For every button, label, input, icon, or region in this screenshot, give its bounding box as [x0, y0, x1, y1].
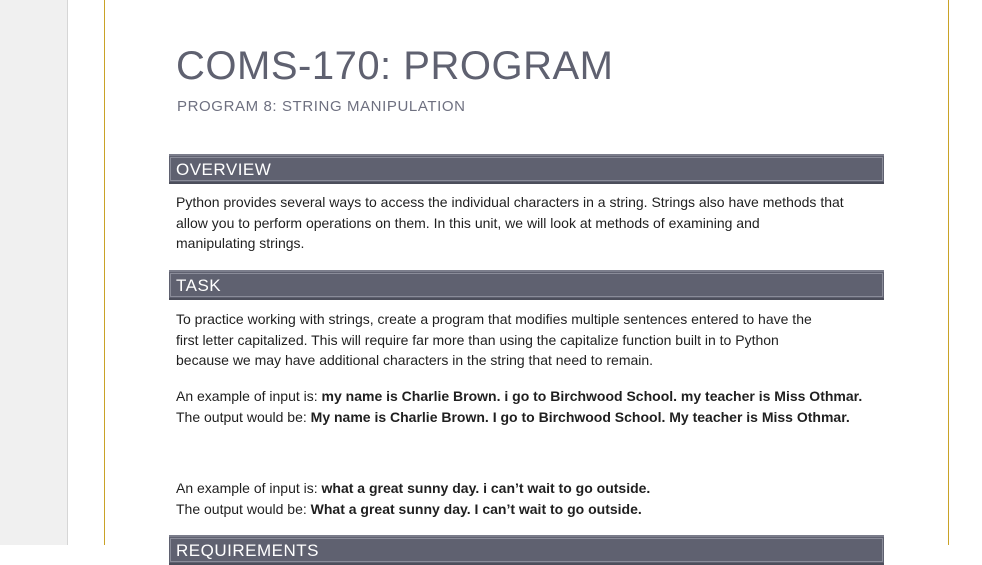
task-paragraph	[176, 309, 876, 371]
example-output-value: What a great sunny day. I can’t wait to go outside.	[310, 500, 642, 517]
example-output-label: The output would be:	[176, 408, 311, 425]
overview-heading: OVERVIEW	[176, 160, 272, 179]
example-output-label: The output would be:	[176, 500, 311, 517]
document-title: COMS-170: PROGRAM	[176, 44, 614, 88]
overview-line: manipulating strings.	[176, 235, 305, 251]
example-1-output	[176, 407, 876, 428]
example-output-value: My name is Charlie Brown. I go to Birchwood School. My teacher is Miss Othmar.	[310, 408, 850, 425]
overview-line: Python provides several ways to access the individual characters in a string. Strings also have methods that	[176, 194, 844, 210]
requirements-section-bar	[169, 535, 884, 565]
example-1-input	[176, 386, 876, 407]
page-margin-right	[948, 0, 949, 545]
example-2	[176, 478, 876, 519]
example-1	[176, 386, 876, 427]
requirements-heading: REQUIREMENTS	[176, 541, 319, 560]
overview-section-bar	[169, 154, 884, 184]
example-input-value: my name is Charlie Brown. i go to Birchwood School. my teacher is Miss Othmar.	[321, 388, 863, 404]
overview-paragraph	[176, 192, 876, 254]
example-2-output	[176, 499, 876, 520]
task-line: because we may have additional characters in the string that need to remain.	[176, 352, 654, 368]
example-2-input	[176, 478, 876, 499]
task-line: To practice working with strings, create a program that modifies multiple sentences entered to have the	[176, 311, 812, 327]
example-input-value: what a great sunny day. i can’t wait to go outside.	[321, 480, 651, 496]
page-margin-left	[104, 0, 105, 545]
task-section-bar	[169, 270, 884, 300]
document-subtitle: PROGRAM 8: STRING MANIPULATION	[177, 98, 466, 115]
task-line: first letter capitalized. This will require far more than using the capitalize function built in to Python	[176, 331, 779, 348]
example-input-label: An example of input is:	[176, 388, 322, 404]
task-heading: TASK	[176, 276, 222, 295]
overview-line: allow you to perform operations on them. In this unit, we will look at methods of examining and	[176, 214, 760, 231]
example-input-label: An example of input is:	[176, 480, 322, 496]
left-gutter	[0, 0, 68, 545]
